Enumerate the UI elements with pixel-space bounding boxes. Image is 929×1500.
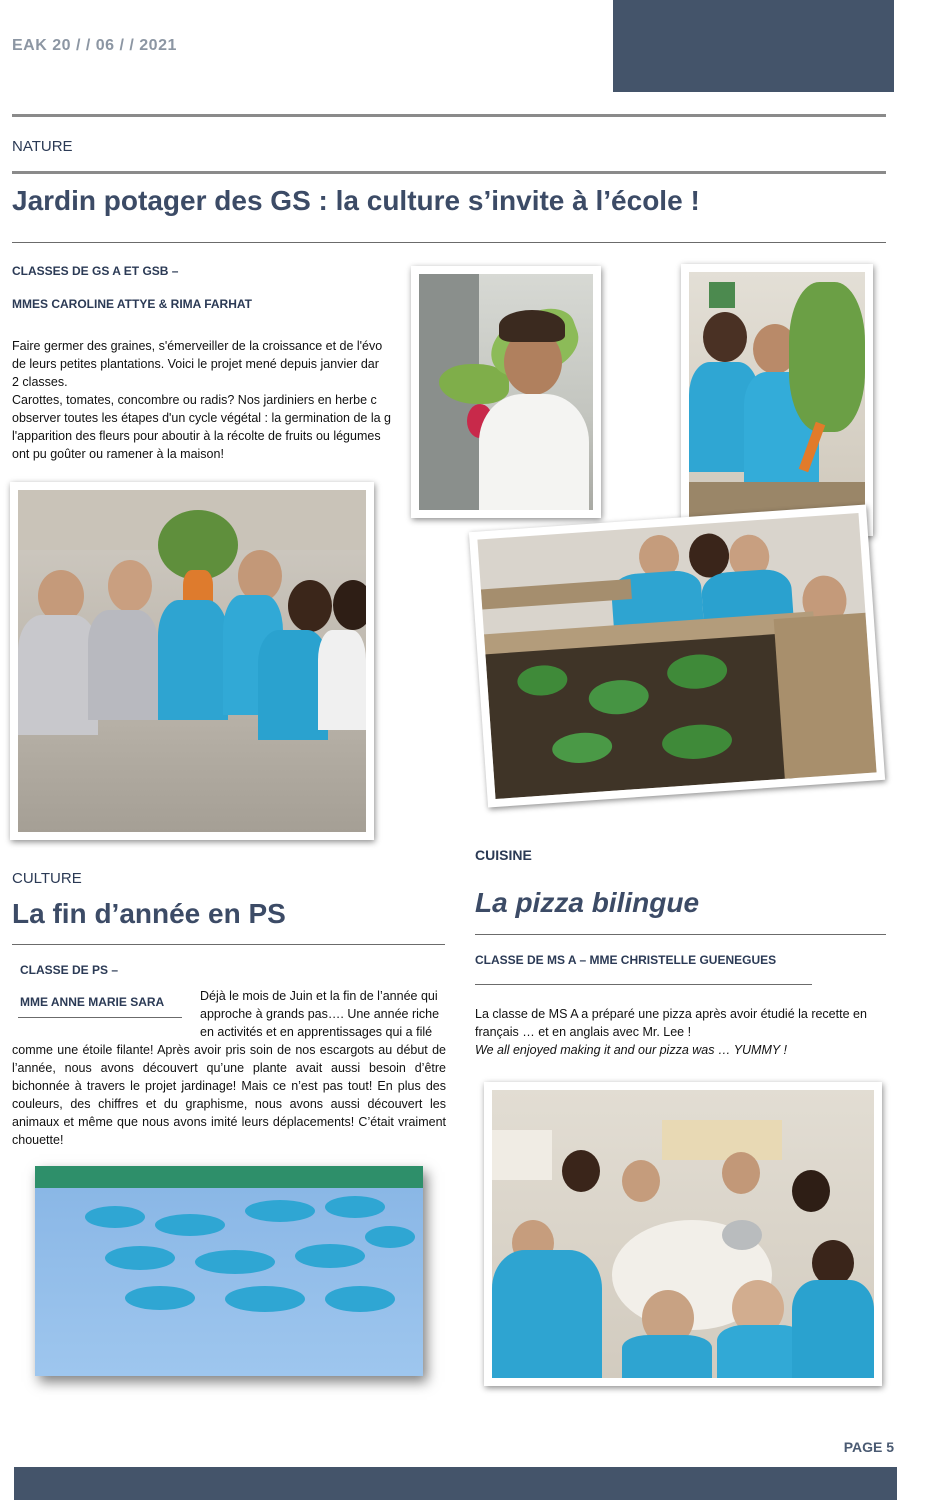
- photo-pizza-class: [484, 1082, 882, 1386]
- header-color-block: [613, 0, 894, 92]
- byline-classes: CLASSES DE GS A ET GSB –: [12, 264, 179, 278]
- top-rule: [12, 114, 886, 117]
- issue-date: EAK 20 / / 06 / / 2021: [12, 37, 177, 54]
- article-title-pizza: La pizza bilingue: [475, 887, 700, 918]
- byline-teachers: MMES CAROLINE ATTYE & RIMA FARHAT: [12, 297, 252, 311]
- section-label-nature: NATURE: [12, 138, 73, 155]
- title-rule: [12, 242, 886, 243]
- photo-kids-on-mat: [35, 1166, 423, 1376]
- nature-rule: [12, 171, 886, 174]
- pizza-byline-rule: [475, 984, 812, 985]
- pizza-title-rule: [475, 934, 886, 935]
- year-end-text-side: Déjà le mois de Juin et la fin de l’année qui approche à grands pas…. Une année riche en activités et en apprentissages qui a filé: [200, 989, 440, 1039]
- byline-ps-teacher: MME ANNE MARIE SARA: [20, 995, 165, 1009]
- garden-article-text: Faire germer des graines, s'émerveiller de la croissance et de l'évo de leurs petites plantations. Voici le projet mené depuis janvier dar 2 classes. Carottes, tomates, concombre ou radis? Nos jardiniers en herbe c observer toutes les étapes d'un cycle végétal : la germination de la g l'apparition des fleurs pour aboutir à la récolte de fruits ou légumes ont pu goûter ou ramener à la maison!: [12, 339, 391, 461]
- byline-ps-class: CLASSE DE PS –: [20, 963, 119, 977]
- article-title-garden: Jardin potager des GS : la culture s’invite à l’école !: [12, 185, 700, 216]
- article-title-year-end: La fin d’année en PS: [12, 898, 286, 929]
- photo-boy-radish: [411, 266, 601, 518]
- section-label-cuisine: CUISINE: [475, 847, 532, 863]
- byline-ms-class: CLASSE DE MS A – MME CHRISTELLE GUENEGUES: [475, 953, 777, 967]
- photo-girls-carrots: [681, 264, 873, 536]
- page-number: PAGE 5: [843, 1439, 894, 1455]
- photo-planter-box: [469, 504, 885, 807]
- year-end-text: comme une étoile filante! Après avoir pris soin de nos escargots au début de l’année, nous avons découvert qu’une plante avait aussi besoin d’être bichonnée à travers le projet jardinage! Mais ce n’est pas tout! En plus des couleurs, des chiffres et du graphisme, nous avons aussi découvert les animaux et même que nous avons imité leurs déplacements! C’était vraiment chouette!: [12, 1043, 446, 1147]
- byline-rule: [18, 1017, 182, 1018]
- pizza-text-english: We all enjoyed making it and our pizza was … YUMMY !: [475, 1043, 787, 1057]
- section-label-culture: CULTURE: [12, 870, 82, 887]
- culture-title-rule: [12, 944, 445, 945]
- footer-color-bar: [14, 1467, 897, 1500]
- pizza-text: La classe de MS A a préparé une pizza après avoir étudié la recette en français … et en anglais avec Mr. Lee !: [475, 1007, 867, 1039]
- photo-group-carrots: [10, 482, 374, 840]
